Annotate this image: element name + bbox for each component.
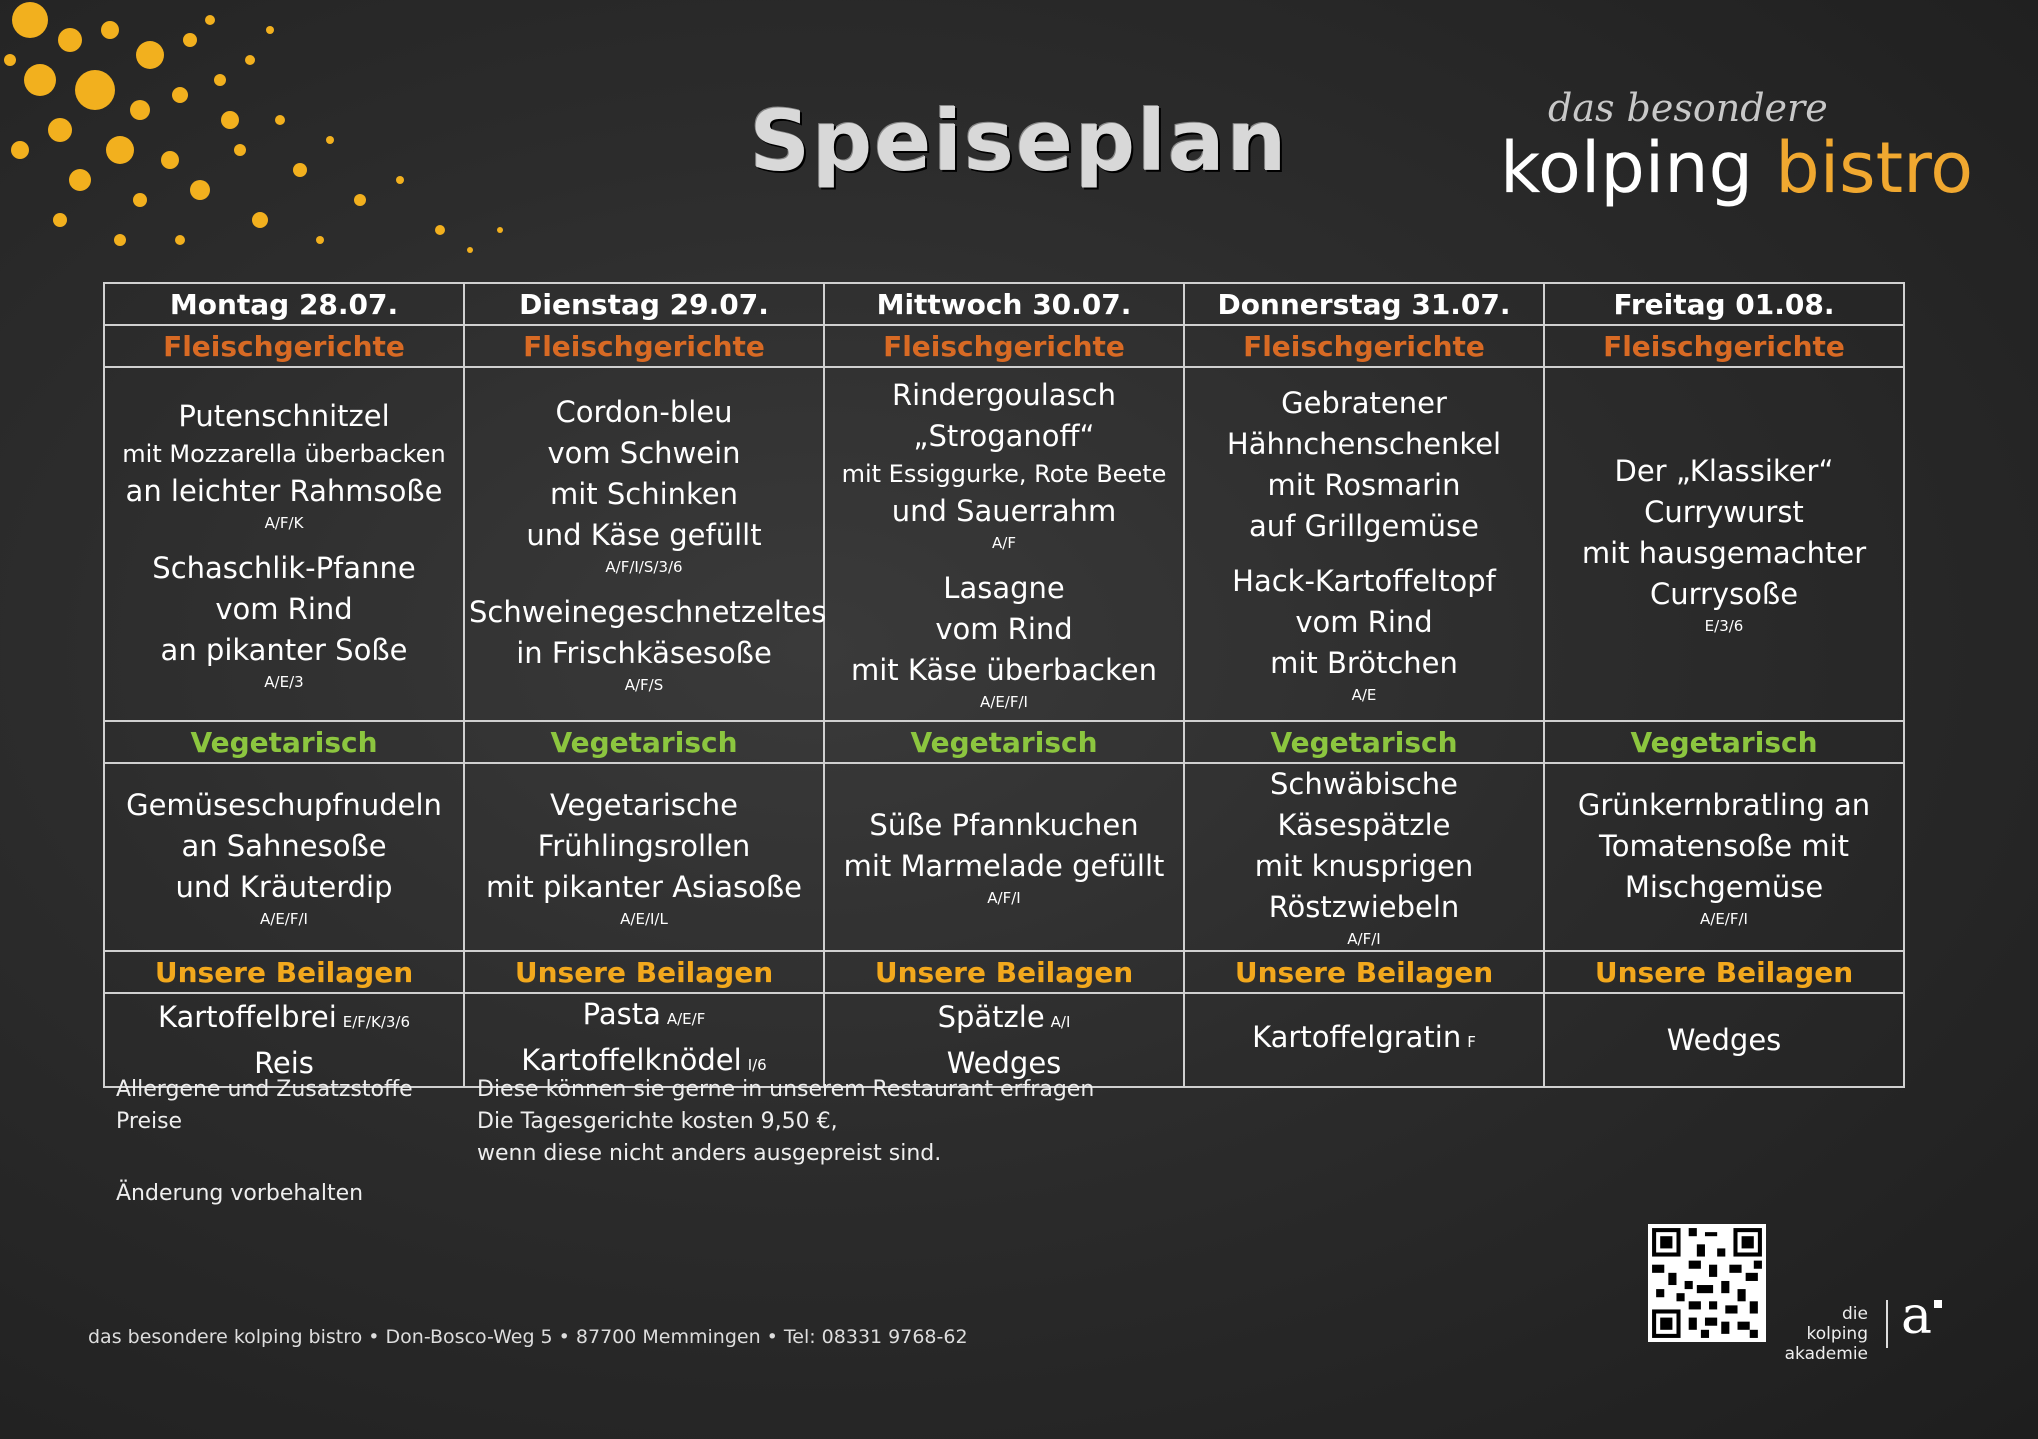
dish-cell: [464, 763, 824, 951]
dish-cell: [1184, 763, 1544, 951]
dish: [109, 396, 459, 534]
side-name: Kartoffelknödel: [521, 1043, 742, 1077]
day-header: Mittwoch 30.07.: [824, 283, 1184, 325]
dish-line: Vegetarische: [549, 787, 739, 822]
dish-line: Röstzwiebeln: [1268, 890, 1460, 924]
day-header-row: [104, 283, 1904, 325]
category-label: Unsere Beilagen: [1544, 951, 1904, 993]
dish-cell: [464, 367, 827, 721]
dish-line: Mischgemüse: [1624, 869, 1824, 904]
category-label: Unsere Beilagen: [824, 951, 1184, 993]
side-item: [469, 994, 819, 1040]
dish-cell: [824, 763, 1184, 951]
dish: [1189, 561, 1539, 706]
dish-line: Hack-Kartoffeltopf: [1232, 563, 1496, 598]
day-header: Montag 28.07.: [104, 283, 464, 325]
dish-line: mit pikanter Asiasoße: [486, 869, 802, 904]
veg-category-row: [104, 721, 1904, 763]
dish-line: mit Marmelade gefüllt: [843, 849, 1165, 883]
fleisch-category-row: [104, 325, 1904, 367]
allergen-code: A/E/F: [666, 1010, 706, 1028]
dish-line: Cordon-bleu: [555, 395, 733, 429]
allergen-code: A/E/3: [264, 672, 304, 691]
category-label: Fleischgerichte: [464, 325, 824, 367]
sides-cell: [464, 993, 824, 1087]
dish-line: an leichter Rahmsoße: [125, 473, 443, 508]
category-label: Fleischgerichte: [824, 325, 1184, 367]
dish-line: an pikanter Soße: [160, 632, 408, 667]
footer-address: das besondere kolping bistro • Don-Bosco-Weg 5 • 87700 Memmingen • Tel: 08331 9768-62: [88, 1326, 968, 1348]
sides-category-row: [104, 951, 1904, 993]
dish-line: mit Brötchen: [1270, 645, 1458, 680]
allergen-code: A/F/I/S/3/6: [605, 558, 683, 576]
dish-line: Gebratener: [1281, 385, 1447, 420]
dish-cell: [824, 367, 1184, 721]
akademie-text: [1785, 1304, 1868, 1364]
sides-cell: [1544, 993, 1904, 1087]
category-label: Vegetarisch: [1544, 721, 1904, 763]
bistro-logo: [1500, 86, 1974, 209]
dish: [469, 592, 827, 696]
dish-line: mit knusprigen: [1254, 849, 1474, 883]
dish: [829, 375, 1179, 554]
side-name: Wedges: [946, 1045, 1062, 1080]
allergen-code: A/E/F/I: [260, 909, 308, 928]
dish-line: vom Schwein: [547, 436, 741, 470]
dish-line: Rindergoulasch: [891, 378, 1117, 412]
allergen-code: A/F/K: [264, 513, 304, 532]
dish-line: Gemüseschupfnudeln: [126, 787, 442, 822]
category-label: Unsere Beilagen: [1184, 951, 1544, 993]
dish-line: Grünkernbratling an: [1577, 787, 1871, 822]
allergen-code: A/E: [1351, 685, 1377, 704]
dish-line: Hähnchenschenkel: [1226, 426, 1502, 461]
side-item: [1189, 1017, 1539, 1063]
dish-line: Schaschlik-Pfanne: [152, 550, 416, 585]
dish: [1549, 451, 1899, 637]
akademie-logo: [1784, 1286, 1950, 1364]
allergen-code: E/F/K/3/6: [342, 1012, 411, 1031]
allergen-code: A/I: [1050, 1012, 1071, 1031]
day-header: Donnerstag 31.07.: [1184, 283, 1544, 325]
allergen-code: F: [1467, 1033, 1476, 1051]
dish-line: Schwäbische Käsespätzle: [1270, 767, 1458, 842]
allergen-code: E/3/6: [1704, 617, 1744, 635]
category-label: Unsere Beilagen: [464, 951, 824, 993]
dish: [1189, 383, 1539, 547]
allergen-code: A/F: [992, 534, 1016, 552]
category-label: Vegetarisch: [824, 721, 1184, 763]
category-label: Unsere Beilagen: [104, 951, 464, 993]
side-name: Pasta: [582, 997, 661, 1031]
notes-texts: [477, 1074, 1094, 1170]
dish-line: und Käse gefüllt: [526, 518, 762, 552]
preise-text: Die Tagesgerichte kosten 9,50 €,: [477, 1109, 838, 1134]
logo-tagline: das besondere: [1548, 86, 1828, 130]
side-name: Kartoffelbrei: [157, 999, 337, 1034]
dish-line: mit Mozzarella überbacken: [122, 439, 446, 468]
allergen-code: A/E/F/I: [980, 693, 1028, 711]
dish-cell: [1544, 763, 1904, 951]
sides-cell: [824, 993, 1184, 1087]
sides-row: [104, 993, 1904, 1087]
category-label: Fleischgerichte: [1544, 325, 1904, 367]
dish-cell: [104, 763, 464, 951]
dish: [109, 548, 459, 693]
akademie-mark-dot: [1934, 1300, 1942, 1308]
dish-line: mit Rosmarin: [1267, 467, 1461, 502]
aenderung-note: Änderung vorbehalten: [116, 1181, 364, 1206]
dish-cell: [1544, 367, 1904, 721]
dish-line: Schweinegeschnetzeltes: [469, 595, 827, 629]
logo-bistro: bistro: [1775, 127, 1974, 209]
dish-line: und Sauerrahm: [891, 494, 1117, 528]
dish-line: Süße Pfannkuchen: [869, 808, 1139, 842]
menu-table: [103, 282, 1905, 1088]
veg-dishes-row: [104, 763, 1904, 951]
side-name: Reis: [254, 1045, 314, 1080]
fleisch-dishes-row: [104, 367, 1904, 721]
allergene-text: Diese können sie gerne in unserem Restaurant erfragen: [477, 1077, 1095, 1102]
side-name: Kartoffelgratin: [1252, 1020, 1462, 1054]
side-item: [109, 997, 459, 1043]
preise-text-2: wenn diese nicht anders ausgepreist sind.: [477, 1141, 942, 1166]
side-item: [829, 997, 1179, 1043]
allergen-code: A/F/I: [987, 889, 1021, 907]
preise-label: Preise: [116, 1109, 183, 1134]
category-label: Fleischgerichte: [104, 325, 464, 367]
side-item: [1549, 1020, 1899, 1061]
page-title: Speiseplan: [749, 92, 1289, 190]
allergen-code: A/F/S: [624, 676, 664, 694]
dish-line: an Sahnesoße: [181, 828, 387, 863]
dish-line: „Stroganoff“: [913, 419, 1095, 453]
akademie-line-1: die kolping: [1806, 1304, 1868, 1344]
category-label: Fleischgerichte: [1184, 325, 1544, 367]
dish-line: mit hausgemachter: [1581, 536, 1867, 570]
allergen-code: A/E/I/L: [620, 909, 668, 928]
notes-labels: [116, 1074, 413, 1210]
dish-line: Putenschnitzel: [178, 398, 390, 433]
dish-line: und Kräuterdip: [175, 869, 393, 904]
dish-line: Currysoße: [1649, 577, 1799, 611]
category-label: Vegetarisch: [104, 721, 464, 763]
akademie-divider: [1886, 1300, 1888, 1348]
dish-line: mit Essiggurke, Rote Beete: [841, 460, 1167, 488]
dish: [829, 568, 1179, 713]
dish-line: Currywurst: [1644, 495, 1804, 529]
side-name: Wedges: [1666, 1022, 1782, 1057]
day-header: Dienstag 29.07.: [464, 283, 824, 325]
dish-line: mit Schinken: [549, 477, 739, 511]
sides-cell: [1184, 993, 1544, 1087]
dish-line: vom Rind: [935, 612, 1073, 646]
dish-line: in Frischkäsesoße: [516, 636, 772, 670]
side-name: Spätzle: [937, 999, 1045, 1034]
sides-cell: [104, 993, 464, 1087]
dish-line: Der „Klassiker“: [1614, 454, 1834, 488]
allergen-code: A/E/F/I: [1700, 909, 1748, 928]
allergen-code: I/6: [747, 1056, 767, 1074]
dish-line: vom Rind: [1295, 604, 1433, 639]
category-label: Vegetarisch: [464, 721, 824, 763]
qr-code-icon[interactable]: [1648, 1224, 1766, 1342]
dish-line: auf Grillgemüse: [1249, 508, 1479, 543]
category-label: Vegetarisch: [1184, 721, 1544, 763]
dish-line: Tomatensoße mit: [1599, 828, 1849, 863]
dish-line: mit Käse überbacken: [850, 653, 1157, 687]
dish-line: Frühlingsrollen: [537, 828, 751, 863]
logo-kolping: kolping: [1500, 127, 1753, 209]
dish-cell: [104, 367, 464, 721]
allergene-label: Allergene und Zusatzstoffe: [116, 1077, 413, 1102]
akademie-mark: a: [1900, 1286, 1932, 1346]
dish-line: vom Rind: [215, 591, 353, 626]
dish-cell: [1184, 367, 1544, 721]
dish: [469, 392, 819, 578]
akademie-line-2: akademie: [1784, 1344, 1868, 1364]
dish-line: Lasagne: [943, 571, 1065, 605]
day-header: Freitag 01.08.: [1544, 283, 1904, 325]
allergen-code: A/F/I: [1347, 930, 1381, 948]
